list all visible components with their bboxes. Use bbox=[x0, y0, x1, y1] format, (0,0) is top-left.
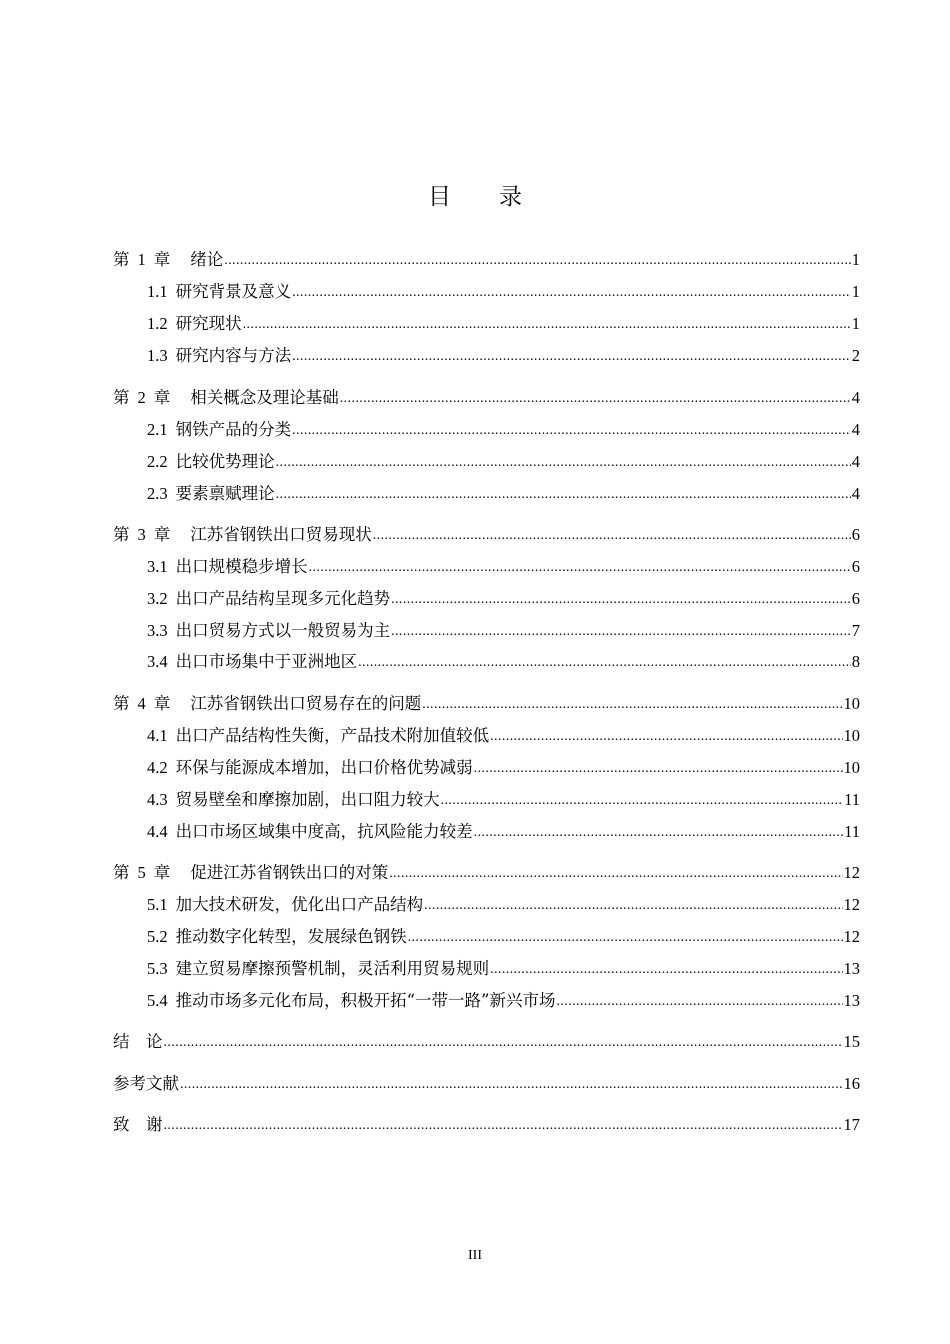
section-title: 推动市场多元化布局，积极开拓“一带一路”新兴市场 bbox=[175, 991, 556, 1010]
section-number: 4.1 bbox=[147, 726, 168, 745]
page-number: 15 bbox=[843, 1032, 860, 1051]
dot-leader bbox=[276, 450, 851, 476]
dot-leader bbox=[309, 555, 851, 581]
page-number: 1 bbox=[851, 314, 860, 333]
title-char-1: 目 bbox=[428, 184, 451, 210]
toc-section-4-2[interactable] bbox=[0, 755, 950, 781]
page-number: 2 bbox=[851, 346, 860, 365]
section-number: 5.1 bbox=[147, 895, 168, 914]
toc-section-4-4[interactable] bbox=[0, 819, 950, 845]
toc-section-4-1[interactable] bbox=[0, 723, 950, 749]
conclusion-title: 结 论 bbox=[113, 1032, 163, 1051]
section-number: 4.2 bbox=[147, 758, 168, 777]
section-number: 2.3 bbox=[147, 484, 168, 503]
toc-section-4-3[interactable] bbox=[0, 787, 950, 813]
page-number: 10 bbox=[843, 694, 860, 713]
dot-leader bbox=[373, 523, 851, 549]
dot-leader bbox=[180, 1072, 843, 1098]
chapter-number: 2 bbox=[137, 388, 146, 407]
chapter-number: 5 bbox=[137, 863, 146, 882]
toc-section-5-2[interactable] bbox=[0, 924, 950, 950]
page-number: 12 bbox=[843, 863, 860, 882]
section-title: 出口产品结构呈现多元化趋势 bbox=[175, 589, 391, 608]
page-number: 6 bbox=[851, 525, 860, 544]
page-footer-number: III bbox=[468, 1248, 482, 1263]
section-number: 5.2 bbox=[147, 927, 168, 946]
references-title: 参考文献 bbox=[113, 1074, 179, 1093]
section-title: 研究内容与方法 bbox=[175, 346, 292, 365]
chapter-prefix: 第 bbox=[113, 525, 130, 544]
section-number: 5.3 bbox=[147, 959, 168, 978]
section-title: 钢铁产品的分类 bbox=[175, 420, 292, 439]
toc-section-3-2[interactable] bbox=[0, 586, 950, 612]
chapter-title: 江苏省钢铁出口贸易存在的问题 bbox=[190, 694, 422, 713]
section-title: 研究背景及意义 bbox=[175, 282, 292, 301]
section-number: 2.1 bbox=[147, 420, 168, 439]
page-number: 4 bbox=[851, 452, 860, 471]
toc-section-5-3[interactable] bbox=[0, 956, 950, 982]
chapter-prefix: 第 bbox=[113, 863, 130, 882]
page-number: 4 bbox=[851, 484, 860, 503]
section-number: 4.3 bbox=[147, 790, 168, 809]
page-number: 17 bbox=[843, 1115, 860, 1134]
dot-leader bbox=[408, 925, 843, 951]
page-number: 12 bbox=[843, 927, 860, 946]
page-number: 4 bbox=[851, 388, 860, 407]
chapter-suffix: 章 bbox=[153, 863, 171, 882]
chapter-suffix: 章 bbox=[153, 525, 171, 544]
section-number: 3.2 bbox=[147, 589, 168, 608]
chapter-title: 绪论 bbox=[190, 250, 224, 269]
section-number: 1.1 bbox=[147, 282, 168, 301]
toc-chapter-4[interactable] bbox=[0, 691, 950, 717]
dot-leader bbox=[224, 248, 851, 274]
chapter-title: 江苏省钢铁出口贸易现状 bbox=[190, 525, 372, 544]
title-char-2: 录 bbox=[499, 184, 522, 210]
toc-conclusion[interactable] bbox=[0, 1029, 950, 1055]
section-number: 5.4 bbox=[147, 991, 168, 1010]
section-title: 出口市场集中于亚洲地区 bbox=[175, 652, 358, 671]
section-title: 出口市场区域集中度高，抗风险能力较差 bbox=[175, 822, 473, 841]
dot-leader bbox=[422, 692, 842, 718]
toc-section-3-3[interactable] bbox=[0, 618, 950, 644]
dot-leader bbox=[557, 989, 843, 1015]
chapter-suffix: 章 bbox=[153, 250, 171, 269]
dot-leader bbox=[292, 344, 851, 370]
toc-section-2-3[interactable] bbox=[0, 481, 950, 507]
toc-section-1-3[interactable] bbox=[0, 343, 950, 369]
section-title: 比较优势理论 bbox=[175, 452, 275, 471]
dot-leader bbox=[474, 820, 843, 846]
page-number: 10 bbox=[843, 758, 860, 777]
dot-leader bbox=[276, 482, 851, 508]
section-title: 贸易壁垒和摩擦加剧，出口阻力较大 bbox=[175, 790, 440, 809]
page-number: 16 bbox=[843, 1074, 860, 1093]
chapter-title: 相关概念及理论基础 bbox=[190, 388, 339, 407]
toc-section-1-2[interactable] bbox=[0, 311, 950, 337]
section-number: 3.3 bbox=[147, 621, 168, 640]
chapter-number: 1 bbox=[137, 250, 146, 269]
dot-leader bbox=[391, 619, 851, 645]
page-number: 6 bbox=[851, 589, 860, 608]
dot-leader bbox=[292, 418, 851, 444]
page-number: 12 bbox=[843, 895, 860, 914]
section-number: 3.1 bbox=[147, 557, 168, 576]
section-number: 1.2 bbox=[147, 314, 168, 333]
toc-chapter-5[interactable] bbox=[0, 860, 950, 886]
toc-section-3-1[interactable] bbox=[0, 554, 950, 580]
dot-leader bbox=[391, 587, 851, 613]
dot-leader bbox=[474, 756, 843, 782]
page-number: 6 bbox=[851, 557, 860, 576]
page-number: 13 bbox=[843, 991, 860, 1010]
page-title bbox=[0, 178, 950, 211]
dot-leader bbox=[164, 1113, 843, 1139]
page-number: 7 bbox=[851, 621, 860, 640]
section-title: 环保与能源成本增加，出口价格优势减弱 bbox=[175, 758, 473, 777]
chapter-title: 促进江苏省钢铁出口的对策 bbox=[190, 863, 389, 882]
chapter-suffix: 章 bbox=[153, 388, 171, 407]
page-number: 11 bbox=[844, 790, 860, 809]
dot-leader bbox=[424, 893, 842, 919]
toc-acknowledgements[interactable] bbox=[0, 1112, 950, 1138]
chapter-prefix: 第 bbox=[113, 388, 130, 407]
section-title: 出口产品结构性失衡，产品技术附加值较低 bbox=[175, 726, 490, 745]
chapter-number: 4 bbox=[137, 694, 146, 713]
page-number: 11 bbox=[844, 822, 860, 841]
dot-leader bbox=[164, 1030, 843, 1056]
toc-chapter-3[interactable] bbox=[0, 522, 950, 548]
toc-section-5-1[interactable] bbox=[0, 892, 950, 918]
page-number: 1 bbox=[851, 250, 860, 269]
dot-leader bbox=[490, 957, 842, 983]
page-number: 13 bbox=[843, 959, 860, 978]
section-number: 3.4 bbox=[147, 652, 168, 671]
section-number: 4.4 bbox=[147, 822, 168, 841]
dot-leader bbox=[340, 386, 851, 412]
page-number: 10 bbox=[843, 726, 860, 745]
toc-section-3-4[interactable] bbox=[0, 649, 950, 675]
chapter-prefix: 第 bbox=[113, 250, 130, 269]
dot-leader bbox=[243, 312, 851, 338]
dot-leader bbox=[441, 788, 843, 814]
section-title: 出口规模稳步增长 bbox=[175, 557, 308, 576]
toc-references[interactable] bbox=[0, 1071, 950, 1097]
section-number: 1.3 bbox=[147, 346, 168, 365]
section-title: 推动数字化转型，发展绿色钢铁 bbox=[175, 927, 407, 946]
page-number: 4 bbox=[851, 420, 860, 439]
page-number: 8 bbox=[851, 652, 860, 671]
toc-section-5-4[interactable] bbox=[0, 988, 950, 1014]
toc-section-2-1[interactable] bbox=[0, 417, 950, 443]
toc-section-1-1[interactable] bbox=[0, 279, 950, 305]
acknowledgements-title: 致 谢 bbox=[113, 1115, 163, 1134]
dot-leader bbox=[389, 861, 842, 887]
section-title: 建立贸易摩擦预警机制，灵活利用贸易规则 bbox=[175, 959, 490, 978]
section-number: 2.2 bbox=[147, 452, 168, 471]
toc-chapter-2[interactable] bbox=[0, 385, 950, 411]
section-title: 出口贸易方式以一般贸易为主 bbox=[175, 621, 391, 640]
dot-leader bbox=[358, 650, 851, 676]
chapter-prefix: 第 bbox=[113, 694, 130, 713]
dot-leader bbox=[292, 280, 851, 306]
toc-chapter-1[interactable] bbox=[0, 247, 950, 273]
page-number: 1 bbox=[851, 282, 860, 301]
toc-section-2-2[interactable] bbox=[0, 449, 950, 475]
dot-leader bbox=[490, 724, 842, 750]
chapter-number: 3 bbox=[137, 525, 146, 544]
section-title: 要素禀赋理论 bbox=[175, 484, 275, 503]
section-title: 研究现状 bbox=[175, 314, 242, 333]
section-title: 加大技术研发，优化出口产品结构 bbox=[175, 895, 424, 914]
chapter-suffix: 章 bbox=[153, 694, 171, 713]
